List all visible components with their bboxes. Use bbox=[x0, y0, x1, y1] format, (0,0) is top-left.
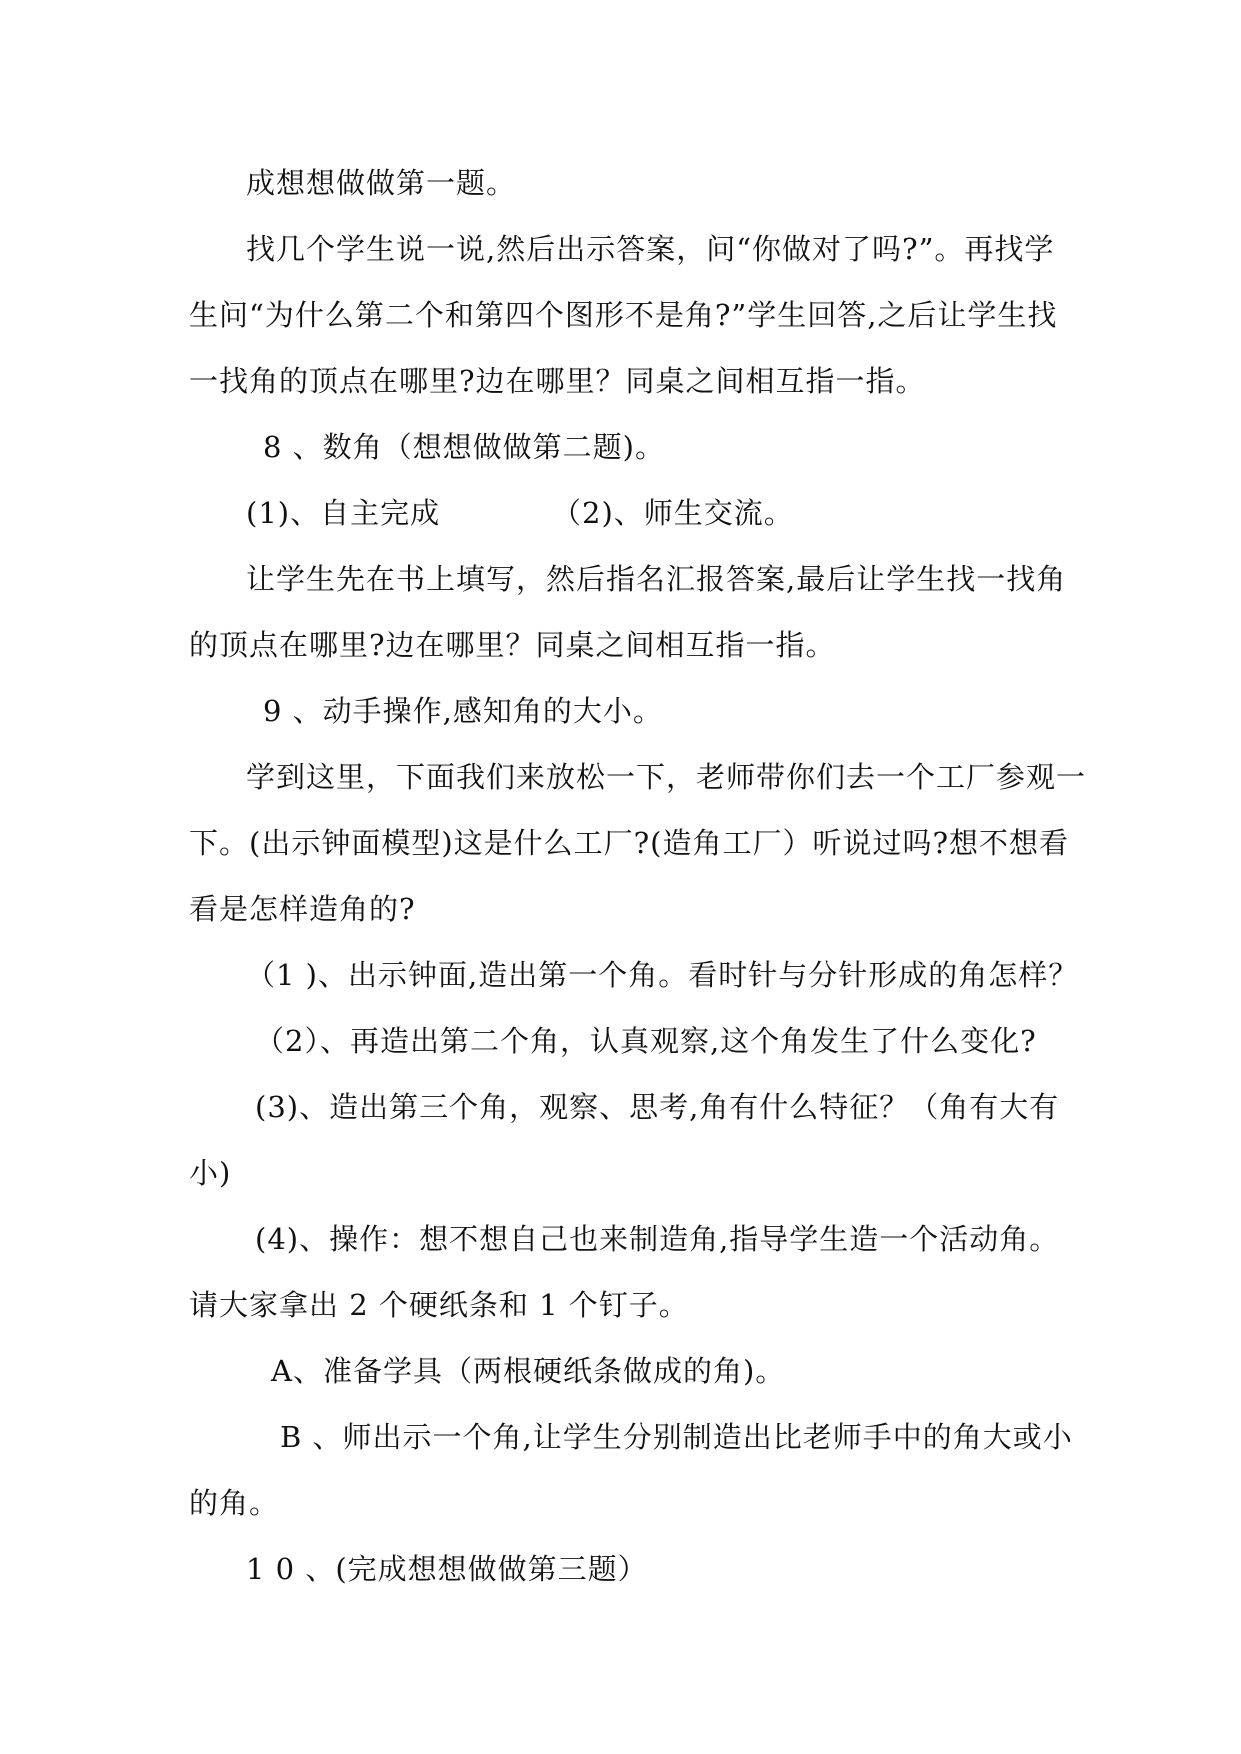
paragraph-line: 的角。 bbox=[189, 1486, 280, 1520]
list-item: (4)、操作：想不想自己也来制造角,指导学生造一个活动角。 bbox=[255, 1222, 1060, 1256]
paragraph-line: 小) bbox=[189, 1156, 232, 1190]
section-heading: 8 、数角（想想做做第二题)。 bbox=[263, 430, 665, 464]
section-heading: 1 0 、(完成想想做做第三题） bbox=[246, 1552, 648, 1586]
paragraph-line: 成想想做做第一题。 bbox=[246, 166, 517, 200]
paragraph-line: 学到这里，下面我们来放松一下，老师带你们去一个工厂参观一 bbox=[246, 760, 1087, 794]
list-item: （2）、再造出第二个角，认真观察,这个角发生了什么变化? bbox=[255, 1024, 1037, 1058]
paragraph-line: 请大家拿出 2 个硬纸条和 1 个钉子。 bbox=[189, 1288, 689, 1322]
paragraph-line: 一找角的顶点在哪里?边在哪里？同桌之间相互指一指。 bbox=[189, 364, 926, 398]
paragraph-line: 下。(出示钟面模型)这是什么工厂?(造角工厂）听说过吗?想不想看 bbox=[189, 826, 1070, 860]
list-item: A、准备学具（两根硬纸条做成的角)。 bbox=[271, 1354, 786, 1388]
list-item: (1)、自主完成 bbox=[246, 496, 441, 530]
list-item: （1 )、出示钟面,造出第一个角。看时针与分针形成的角怎样？ bbox=[246, 958, 1079, 992]
paragraph-line: 生问“为什么第二个和第四个图形不是角?”学生回答,之后让学生找 bbox=[189, 298, 1058, 332]
section-heading: 9 、动手操作,感知角的大小。 bbox=[263, 694, 663, 728]
paragraph-line: 让学生先在书上填写，然后指名汇报答案,最后让学生找一找角 bbox=[246, 562, 1067, 596]
list-item: (3)、造出第三个角，观察、思考,角有什么特征？（角有大有 bbox=[255, 1090, 1060, 1124]
list-item: B 、师出示一个角,让学生分别制造出比老师手中的角大或小 bbox=[280, 1420, 1073, 1454]
paragraph-line: 找几个学生说一说,然后出示答案，问“你做对了吗?”。再找学 bbox=[246, 232, 1055, 266]
paragraph-line: 看是怎样造角的? bbox=[189, 892, 416, 926]
list-item: （2)、师生交流。 bbox=[552, 496, 794, 530]
paragraph-line: 的顶点在哪里?边在哪里？同桌之间相互指一指。 bbox=[189, 628, 836, 662]
